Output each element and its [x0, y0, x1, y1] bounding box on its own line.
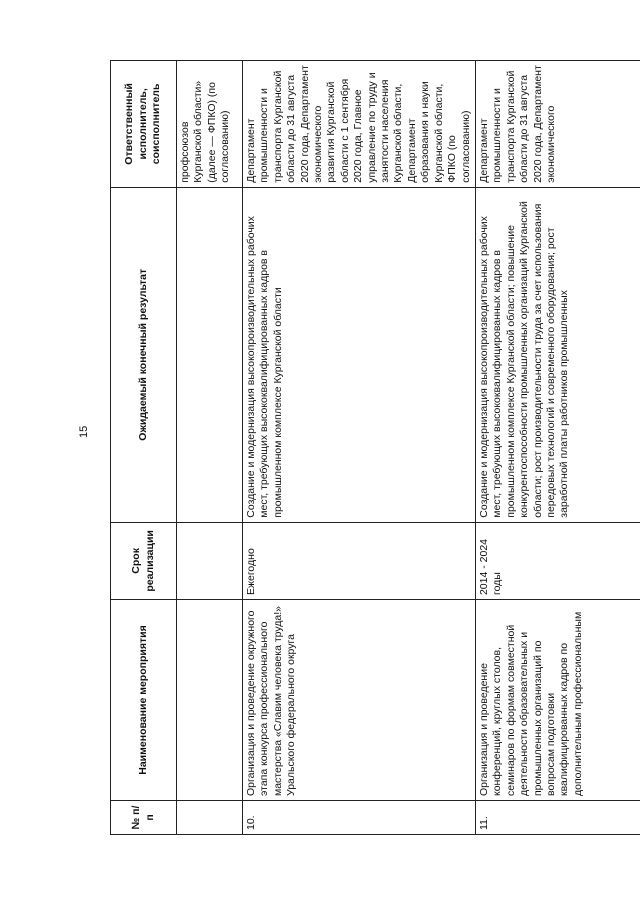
table-row: [177, 61, 243, 835]
header-result: Ожидаемый конечный результат: [111, 187, 177, 522]
cell-term: Ежегодно: [243, 522, 476, 599]
page-number: 15: [78, 425, 90, 438]
cell-term: [177, 522, 243, 599]
measures-table: [110, 60, 640, 835]
cell-num: 11.: [475, 801, 640, 835]
cell-result: Создание и модернизация высокопроизводительных рабочих мест, требующих высококвалифицированных кадров в промышленном комплексе Курганской области; повышение конкурентоспособности промышленных организаций Курганской области; рост производительности труда за счет использования передовых технологий и современного оборудования; рост заработной платы работников промышленных: [475, 187, 640, 522]
cell-name: Организация и проведение конференций, круглых столов, семинаров по формам совместной деятельности образовательных и промышленных организаций по вопросам подготовки квалифицированных кадров по дополнительным профессиональным: [475, 600, 640, 801]
cell-result: [177, 187, 243, 522]
cell-name: Организация и проведение окружного этапа конкурса профессионального мастерства «Славим человека труда!» Уральского федерального округа: [243, 600, 476, 801]
header-responsible: Ответственный исполнитель, соисполнитель: [111, 61, 177, 188]
cell-term: 2014 - 2024 годы: [475, 522, 640, 599]
header-name: Наименование мероприятия: [111, 600, 177, 801]
table-header-row: [111, 61, 177, 835]
cell-num: 10.: [243, 801, 476, 835]
cell-responsible: Департамент промышленности и транспорта Курганской области до 31 августа 2020 года, Департамент экономического развития Курганской области с 1 сентября 2020 года, Главное управление по труду и занятости населения Курганской области, Департамент образования и науки Курганской области, ФПКО (по согласованию): [243, 61, 476, 188]
header-term: Срок реализации: [111, 522, 177, 599]
cell-responsible: профсоюзов Курганской области» (далее — ФПКО) (по согласованию): [177, 61, 243, 188]
table-row: [243, 61, 476, 835]
cell-result: Создание и модернизация высокопроизводительных рабочих мест, требующих высококвалифицированных кадров в промышленном комплексе Курганской области: [243, 187, 476, 522]
header-num: № п/п: [111, 801, 177, 835]
cell-responsible: Департамент промышленности и транспорта Курганской области до 31 августа 2020 года, Департамент экономического: [475, 61, 640, 188]
cell-num: [177, 801, 243, 835]
cell-name: [177, 600, 243, 801]
rotated-table-container: [110, 60, 640, 835]
table-row: [475, 61, 640, 835]
